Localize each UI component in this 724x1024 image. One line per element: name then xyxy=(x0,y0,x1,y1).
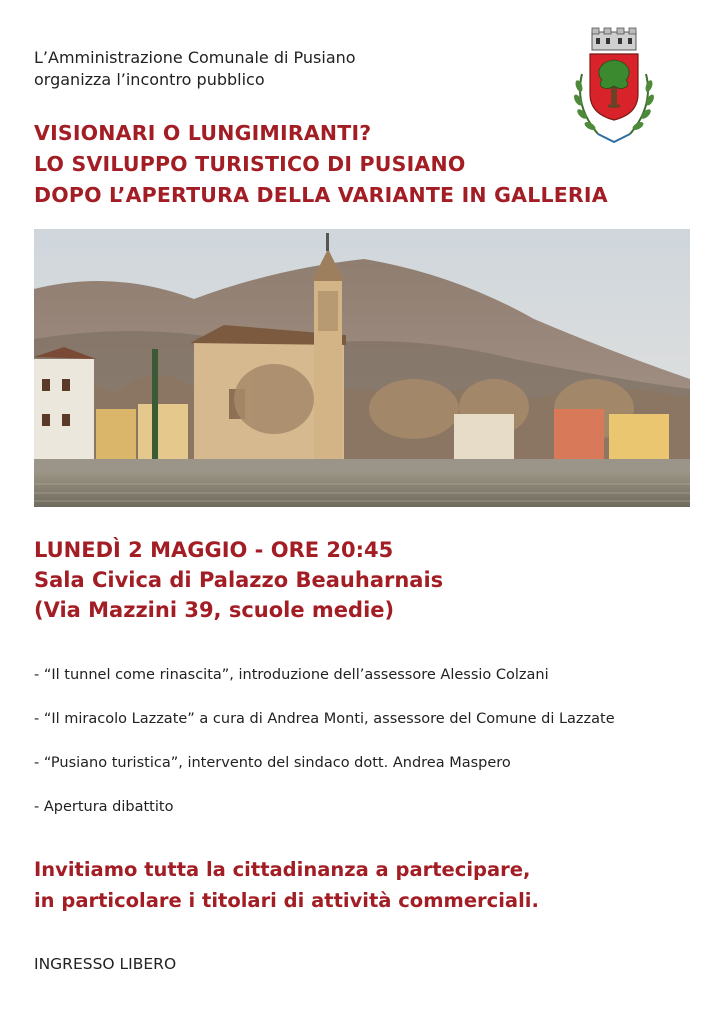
program-item: - “Pusiano turistica”, intervento del sindaco dott. Andrea Maspero xyxy=(34,755,511,771)
invite-line-2: in particolare i titolari di attività commerciali. xyxy=(34,889,539,912)
free-entry-notice: INGRESSO LIBERO xyxy=(34,955,177,973)
event-headline xyxy=(34,118,608,211)
headline-line-3: DOPO L’APERTURA DELLA VARIANTE IN GALLERIA xyxy=(34,183,608,207)
headline-line-1: VISIONARI O LUNGIMIRANTI? xyxy=(34,121,372,145)
program-item: - Apertura dibattito xyxy=(34,799,174,815)
event-venue: Sala Civica di Palazzo Beauharnais xyxy=(34,568,444,592)
invite-line-1: Invitiamo tutta la cittadinanza a partecipare, xyxy=(34,858,531,881)
event-details xyxy=(34,535,443,625)
program-list xyxy=(34,664,615,840)
program-item: - “Il miracolo Lazzate” a cura di Andrea Monti, assessore del Comune di Lazzate xyxy=(34,711,615,727)
program-item: - “Il tunnel come rinascita”, introduzione dell’assessore Alessio Colzani xyxy=(34,667,549,683)
intro-line-2: organizza l’incontro pubblico xyxy=(34,70,265,89)
organizer-intro xyxy=(34,47,356,91)
lakeside-village-with-church-photo xyxy=(34,229,690,507)
invitation-text xyxy=(34,854,539,916)
event-date-time: LUNEDÌ 2 MAGGIO - ORE 20:45 xyxy=(34,538,394,562)
headline-line-2: LO SVILUPPO TURISTICO DI PUSIANO xyxy=(34,152,466,176)
intro-line-1: L’Amministrazione Comunale di Pusiano xyxy=(34,48,356,67)
crown-icon xyxy=(592,28,636,50)
event-address: (Via Mazzini 39, scuole medie) xyxy=(34,598,395,622)
